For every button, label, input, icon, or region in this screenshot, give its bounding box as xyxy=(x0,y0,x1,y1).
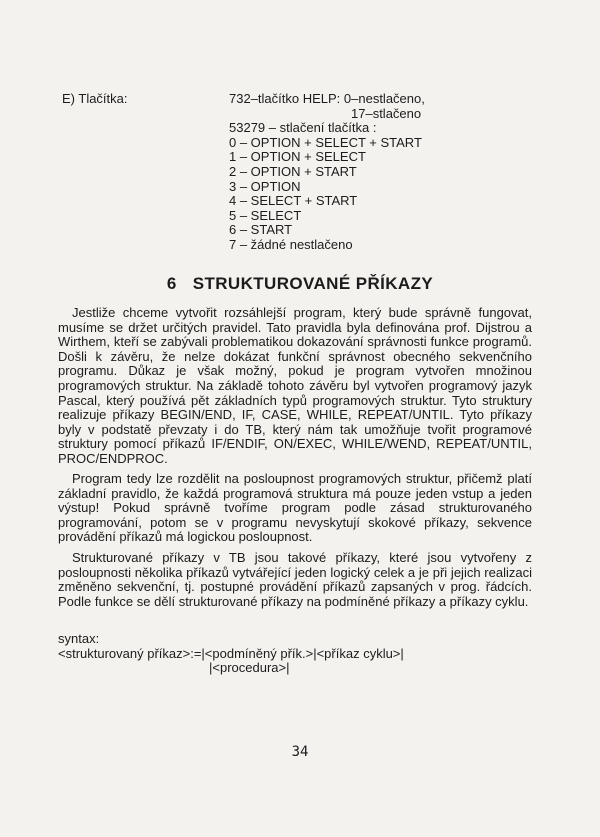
syntax-label: syntax: xyxy=(58,631,100,646)
syntax-line-1: <strukturovaný příkaz>:=|<podmíněný přík.>|<příkaz cyklu>| xyxy=(58,645,404,661)
section-e-body xyxy=(229,92,529,253)
e-line: 7 – žádné nestlačeno xyxy=(229,236,353,252)
e-line: 0 – OPTION + SELECT + START xyxy=(229,134,422,150)
e-line: 5 – SELECT xyxy=(229,207,302,223)
paragraph-3 xyxy=(58,551,532,609)
syntax-line-2: |<procedura>| xyxy=(209,660,290,676)
e-line: 3 – OPTION xyxy=(229,178,301,194)
syntax-block xyxy=(58,632,538,676)
chapter-title: STRUKTUROVANÉ PŘÍKAZY xyxy=(192,274,434,293)
section-e-label: E) Tlačítka: xyxy=(62,91,128,106)
e-line: 4 – SELECT + START xyxy=(229,193,358,209)
e-line: 17–stlačeno xyxy=(351,105,422,121)
paragraph-text: Strukturované příkazy v TB jsou takové příkazy, které jsou vytvořeny z posloupnosti několika příkazů vytvářející jeden logický celek a je při jejich realizaci změněno sekvenční, tj. postupné provádění příkazů zapsaných v prog. řádcích. Podle funkce se dělí strukturované příkazy na podmíněné příkazy a příkazy cyklu. xyxy=(58,550,532,609)
e-line: 6 – START xyxy=(229,222,293,238)
paragraph-text: Program tedy lze rozdělit na posloupnost programových struktur, přičemž platí základní pravidlo, že každá programová struktura má pouze jeden vstup a jeden výstup! Pokud správně tvoříme program podle zásad strukturovaného programování, potom se v programu nevyskytují skokové příkazy, sekvence provádění příkazů má logickou posloupnost. xyxy=(58,471,532,545)
paragraph-2 xyxy=(58,472,532,545)
chapter-heading xyxy=(0,274,600,294)
paragraph-1 xyxy=(58,306,532,467)
chapter-number: 6 xyxy=(166,274,177,293)
e-line: 53279 – stlačení tlačítka : xyxy=(229,120,377,136)
e-line: 2 – OPTION + START xyxy=(229,163,357,179)
paragraph-text: Jestliže chceme vytvořit rozsáhlejší program, který bude správně fungovat, musíme se držet určitých pravidel. Tato pravidla byla definována prof. Dijstrou a Wirthem, kteří se zabývali problematikou dokazování správnosti funkce programů. Došli k závěru, že nelze dokázat funkční správnost obecného sekvenčního programu. Důkaz je však možný, pokud je program vytvořen množinou programových struktur. Na základě tohoto závěru byl vytvořen programový jazyk Pascal, který používá pět základních typů programových struktur. Tyto struktury realizuje příkazy BEGIN/END, IF, CASE, WHILE, REPEAT/UNTIL. Tyto příkazy byly v podstatě převzaty i do TB, který nám tak umožňuje tvořit programové struktury pomocí příkazů IF/ENDIF, ON/EXEC, WHILE/WEND, REPEAT/UNTIL, PROC/ENDPROC. xyxy=(58,305,532,466)
e-line: 1 – OPTION + SELECT xyxy=(229,149,366,165)
page-number: 34 xyxy=(291,744,309,760)
e-line: 732–tlačítko HELP: 0–nestlačeno, xyxy=(229,91,425,106)
